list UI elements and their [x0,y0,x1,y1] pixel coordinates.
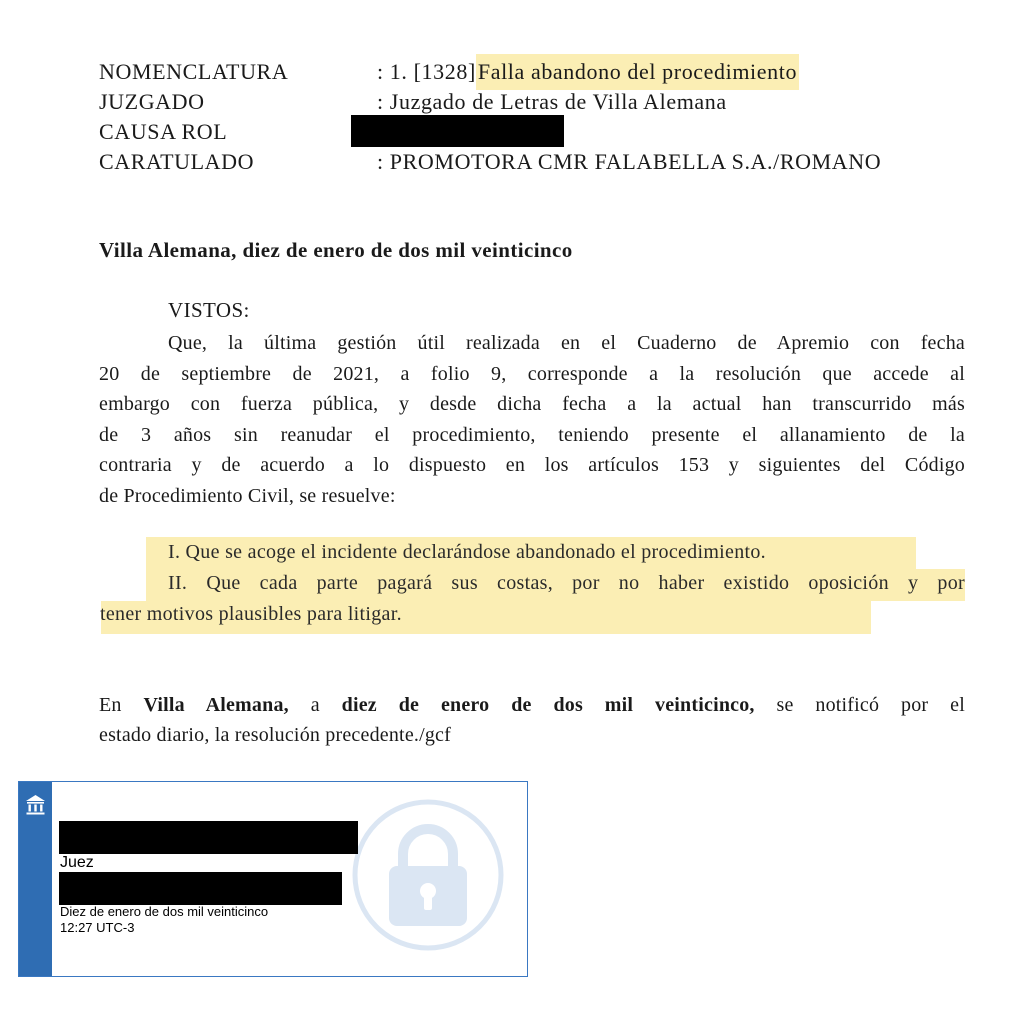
resolution-item-2-line-1: II. Que cada parte pagará sus costas, por no haber existido oposición y por [168,572,965,594]
notification-paragraph [99,690,965,750]
body-line: 20 de septiembre de 2021, a folio 9, corresponde a la resolución que accede al [99,362,965,385]
courthouse-icon [25,794,46,816]
signer-name-redaction [59,821,358,854]
notification-line-2: estado diario, la resolución precedente./gcf [99,724,451,746]
date-line: Villa Alemana, diez de enero de dos mil veinticinco [99,238,573,262]
body-line: Que, la última gestión útil realizada en el Cuaderno de Apremio con fecha [168,332,965,354]
resolution-item-2-line-2: tener motivos plausibles para litigar. [100,603,402,625]
electronic-signature-box [18,781,528,977]
causa-rol-redaction [351,115,564,147]
resolution-item-1: I. Que se acoge el incidente declarándose abandonado el procedimiento. [168,541,766,563]
body-line: embargo con fuerza pública, y desde dicha fecha a la actual han transcurrido más [99,393,965,415]
vistos-heading: VISTOS: [168,298,250,322]
signer-role: Juez [60,854,94,871]
nomenclatura-value: : 1. [1328]Falla abandono del procedimiento [377,58,799,86]
nomenclatura-label: NOMENCLATURA [99,59,289,84]
causa-rol-label: CAUSA ROL [99,119,228,144]
body-line: de 3 años sin reanudar el procedimiento, teniendo presente el allanamiento de la [99,423,965,446]
signature-date: Diez de enero de dos mil veinticinco [60,904,269,919]
juzgado-label: JUZGADO [99,89,205,114]
nomenclatura-highlight: Falla abandono del procedimiento [476,54,799,90]
caratulado-label: CARATULADO [99,149,255,174]
juzgado-value: : Juzgado de Letras de Villa Alemana [377,89,727,114]
notification-line-1: En Villa Alemana, a diez de enero de dos mil veinticinco, se notificó por el [99,694,965,716]
signer-id-redaction [59,872,342,905]
padlock-icon [351,798,505,952]
signature-side-bar [19,782,52,976]
body-line: de Procedimiento Civil, se resuelve: [99,484,396,507]
body-paragraph [99,328,965,511]
body-line: contraria y de acuerdo a lo dispuesto en los artículos 153 y siguientes del Código [99,454,965,476]
caratulado-value: : PROMOTORA CMR FALABELLA S.A./ROMANO [377,149,882,174]
signature-time: 12:27 UTC-3 [60,920,135,935]
